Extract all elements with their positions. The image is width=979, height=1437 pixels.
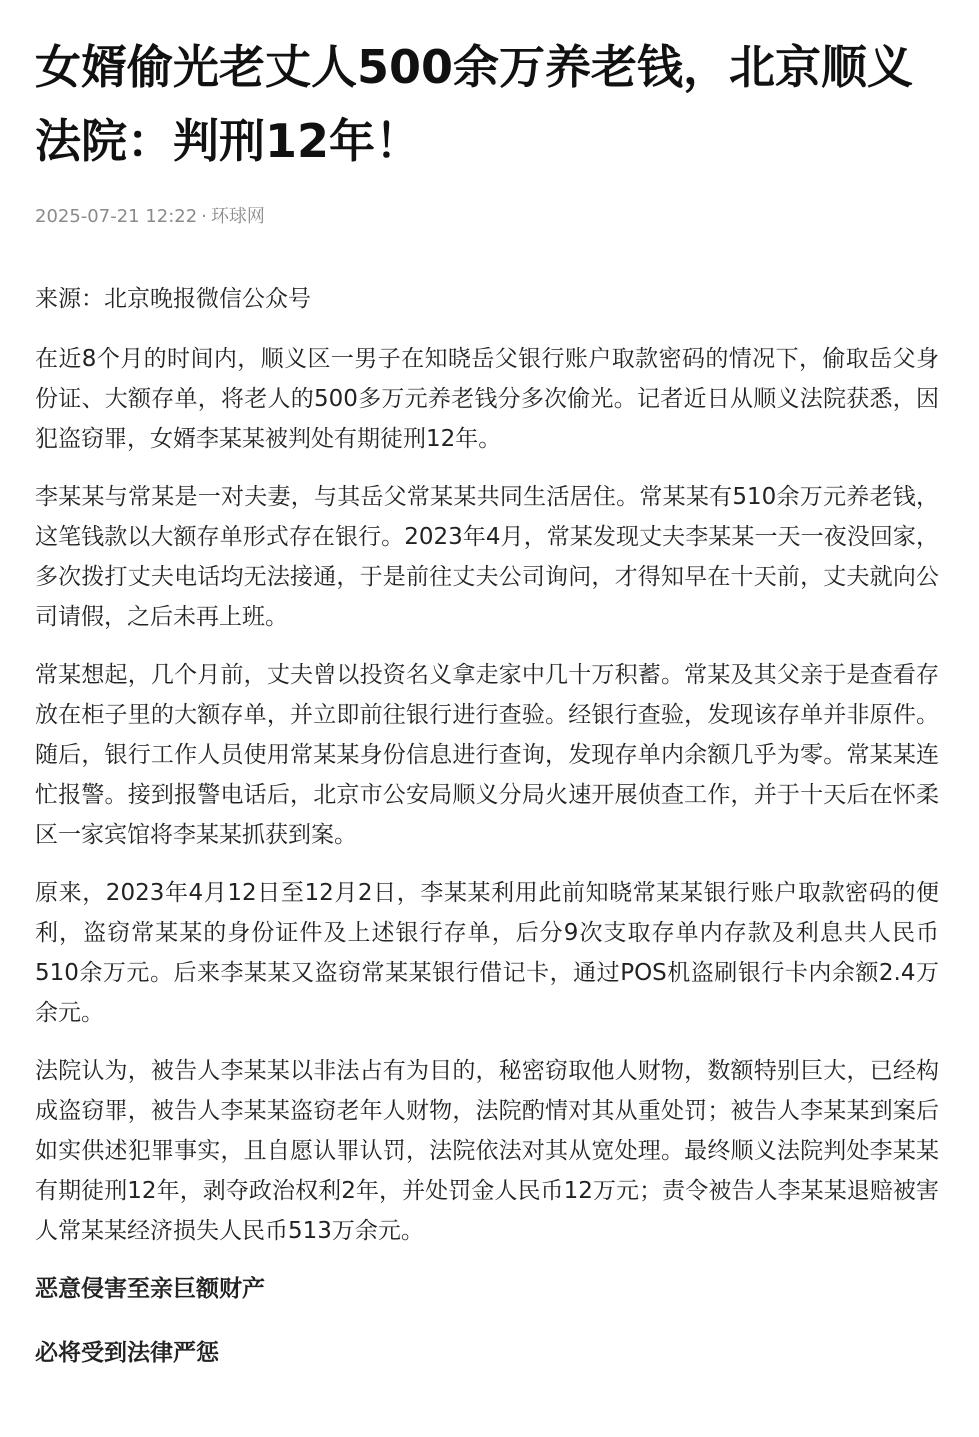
- paragraph: 李某某与常某是一对夫妻，与其岳父常某某共同生活居住。常某某有510余万元养老钱，这笔钱款以大额存单形式存在银行。2023年4月，常某发现丈夫李某某一天一夜没回家，多次拨打丈夫电话均无法接通，于是前往丈夫公司询问，才得知早在十天前，丈夫就向公司请假，之后未再上班。: [35, 484, 939, 630]
- subheading: 恶意侵害至亲巨额财产: [35, 1276, 265, 1302]
- paragraph: 原来，2023年4月12日至12月2日，李某某利用此前知晓常某某银行账户取款密码的便利，盗窃常某某的身份证件及上述银行存单，后分9次支取存单内存款及利息共人民币510余万元。后来李某某又盗窃常某某银行借记卡，通过POS机盗刷银行卡内余额2.4万余元。: [35, 880, 939, 1026]
- article-meta: [35, 204, 939, 230]
- paragraph: 法院认为，被告人李某某以非法占有为目的，秘密窃取他人财物，数额特别巨大，已经构成盗窃罪，被告人李某某盗窃老年人财物，法院酌情对其从重处罚；被告人李某某到案后如实供述犯罪事实，且自愿认罪认罚，法院依法对其从宽处理。最终顺义法院判处李某某有期徒刑12年，剥夺政治权利2年，并处罚金人民币12万元；责令被告人李某某退赔被害人常某某经济损失人民币513万余元。: [35, 1058, 939, 1244]
- outlet-name: 环球网: [210, 206, 265, 227]
- meta-separator: ·: [201, 206, 207, 227]
- source-line: 来源：北京晚报微信公众号: [35, 286, 311, 312]
- paragraph: 常某想起，几个月前，丈夫曾以投资名义拿走家中几十万积蓄。常某及其父亲于是查看存放在柜子里的大额存单，并立即前往银行进行查验。经银行查验，发现该存单并非原件。随后，银行工作人员使用常某某身份信息进行查询，发现存单内余额几乎为零。常某某连忙报警。接到报警电话后，北京市公安局顺义分局火速开展侦查工作，并于十天后在怀柔区一家宾馆将李某某抓获到案。: [35, 662, 939, 848]
- paragraph: 在近8个月的时间内，顺义区一男子在知晓岳父银行账户取款密码的情况下，偷取岳父身份证、大额存单，将老人的500多万元养老钱分多次偷光。记者近日从顺义法院获悉，因犯盗窃罪，女婿李某某被判处有期徒刑12年。: [35, 346, 939, 452]
- article-body: [35, 279, 939, 1373]
- article-title: 女婿偷光老丈人500余万养老钱，北京顺义法院：判刑12年！: [35, 40, 914, 168]
- publish-date: 2025-07-21 12:22: [35, 206, 198, 227]
- subheading: 必将受到法律严惩: [35, 1340, 219, 1366]
